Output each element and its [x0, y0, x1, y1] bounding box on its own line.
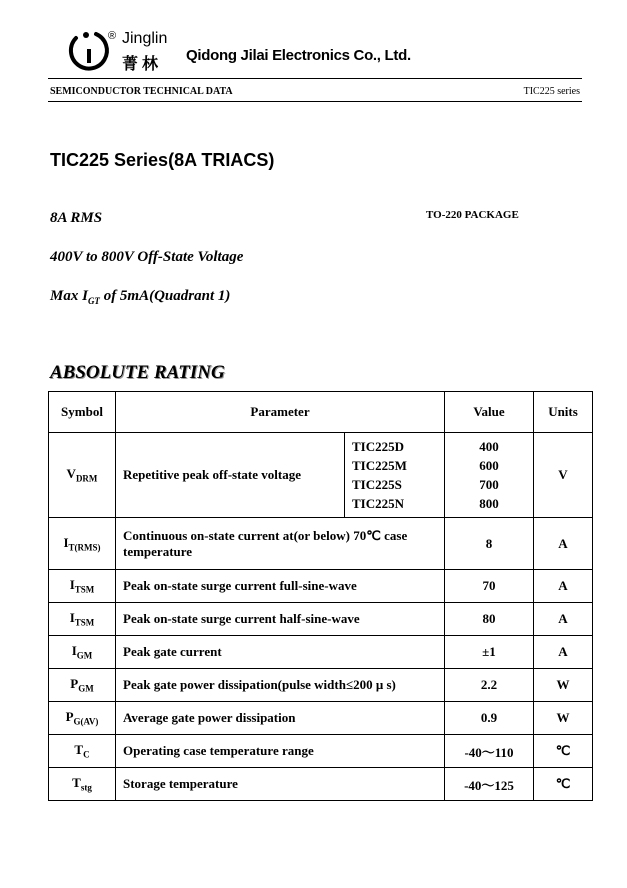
unit-cell: A — [534, 570, 593, 603]
unit-cell: A — [534, 518, 593, 570]
table-row — [49, 702, 593, 735]
parameter-cell: Peak gate current — [116, 636, 445, 669]
unit-cell: W — [534, 702, 593, 735]
registered-mark: ® — [108, 30, 117, 42]
unit-cell: W — [534, 669, 593, 702]
table-header-row — [49, 392, 593, 433]
symbol-cell: $V_{DRM}$ — [49, 433, 116, 518]
header-units: Units — [534, 392, 593, 433]
table-row — [49, 570, 593, 603]
value-cell: 400 600 700 800 — [445, 433, 534, 518]
value-cell: 0.9 — [445, 702, 534, 735]
symbol-cell: $T_C$ — [49, 735, 116, 768]
header-value: Value — [445, 392, 534, 433]
value-cell: 70 — [445, 570, 534, 603]
company-logo-icon — [66, 28, 112, 74]
parameter-cell: Operating case temperature range — [116, 735, 445, 768]
header-divider-bottom — [48, 101, 582, 102]
header-symbol: Symbol — [49, 392, 116, 433]
table-row — [49, 518, 593, 570]
package-label: TO-220 PACKAGE — [426, 209, 519, 221]
table-row — [49, 603, 593, 636]
table-row — [49, 768, 593, 801]
value-cell: ±1 — [445, 636, 534, 669]
symbol-cell: $P_{G(AV)}$ — [49, 702, 116, 735]
value-cell: 8 — [445, 518, 534, 570]
parameter-cell: Repetitive peak off-state voltage — [116, 433, 345, 518]
parameter-cell: Peak gate power dissipation(pulse width≤200 μ s) — [116, 669, 445, 702]
unit-cell: A — [534, 603, 593, 636]
parameter-cell: Average gate power dissipation — [116, 702, 445, 735]
header-divider — [48, 78, 582, 79]
value-cell: 2.2 — [445, 669, 534, 702]
symbol-cell: $I_{TSM}$ — [49, 603, 116, 636]
unit-cell: ℃ — [534, 768, 593, 801]
section-title: ABSOLUTE RATING — [50, 362, 225, 383]
unit-cell: V — [534, 433, 593, 518]
unit-cell: A — [534, 636, 593, 669]
series-tag: TIC225 series — [523, 86, 580, 97]
table-row — [49, 669, 593, 702]
company-name: Qidong Jilai Electronics Co., Ltd. — [186, 47, 411, 64]
value-cell: -40～125 — [445, 768, 534, 801]
page-title: TIC225 Series(8A TRIACS) — [50, 150, 275, 170]
unit-cell: ℃ — [534, 735, 593, 768]
feature-rms: 8A RMS — [50, 210, 103, 226]
parameter-cell: Peak on-state surge current half-sine-wave — [116, 603, 445, 636]
absolute-rating-table — [48, 391, 593, 801]
table-row — [49, 636, 593, 669]
brand-name-cn: 菁林 — [122, 54, 163, 73]
brand-name-en: Jinglin — [122, 30, 168, 47]
variant-cell: TIC225D TIC225M TIC225S TIC225N — [345, 433, 445, 518]
symbol-cell: $I_{GM}$ — [49, 636, 116, 669]
parameter-cell: Continuous on-state current at(or below) 70℃ case temperature — [116, 518, 445, 570]
feature-igt: Max $I_{GT}$ of 5mA(Quadrant 1) — [50, 288, 231, 306]
parameter-cell: Storage temperature — [116, 768, 445, 801]
symbol-cell: $I_{TSM}$ — [49, 570, 116, 603]
symbol-cell: $T_{stg}$ — [49, 768, 116, 801]
header-parameter: Parameter — [116, 392, 445, 433]
table-row — [49, 433, 593, 518]
value-cell: 80 — [445, 603, 534, 636]
feature-voltage: 400V to 800V Off-State Voltage — [50, 249, 244, 265]
table-row — [49, 735, 593, 768]
symbol-cell: $I_{T(RMS)}$ — [49, 518, 116, 570]
symbol-cell: $P_{GM}$ — [49, 669, 116, 702]
document-type: SEMICONDUCTOR TECHNICAL DATA — [50, 86, 233, 97]
parameter-cell: Peak on-state surge current full-sine-wave — [116, 570, 445, 603]
value-cell: -40～110 — [445, 735, 534, 768]
